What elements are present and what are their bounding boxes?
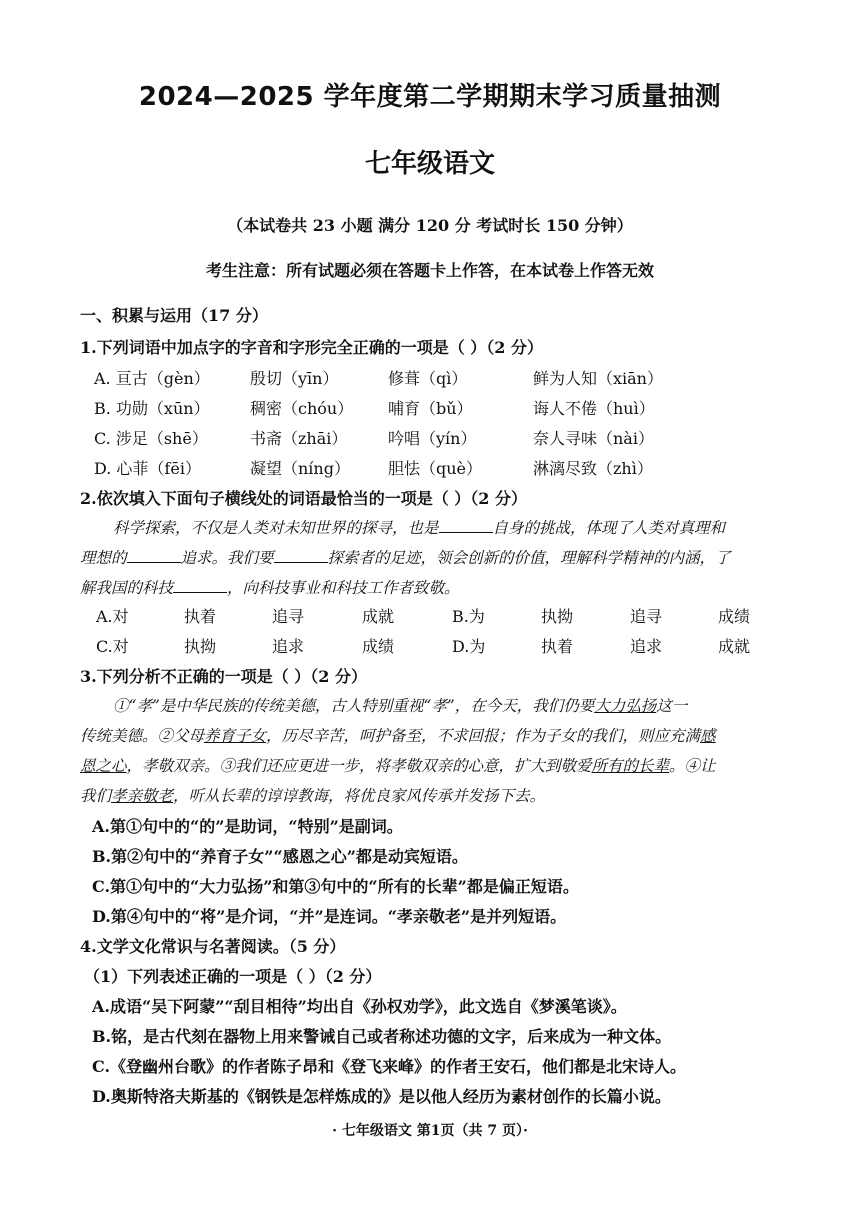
q3-underlined-phrase: 恩之心 bbox=[80, 757, 127, 775]
q1-option-c-2: 书斋（zhāi） bbox=[250, 429, 348, 448]
question-3-stem: 3.下列分析不正确的一项是（ ）（2 分） bbox=[80, 667, 367, 686]
q3-passage-text: 传统美德。②父母 bbox=[80, 727, 205, 745]
q3-passage-line-1 bbox=[113, 694, 687, 716]
q1-option-d-3: 胆怯（què） bbox=[388, 459, 483, 478]
q2-option-b-word-2: 追寻 bbox=[630, 607, 663, 626]
q3-underlined-phrase: 养育子女 bbox=[204, 727, 267, 745]
q2-option-b: B.为 bbox=[452, 607, 485, 626]
q3-passage-text: 。④让 bbox=[669, 757, 716, 775]
answer-blank bbox=[439, 520, 493, 533]
q2-option-a-word-2: 追寻 bbox=[272, 607, 305, 626]
q3-passage-line-4 bbox=[80, 784, 545, 806]
q2-option-a-word-3: 成就 bbox=[362, 607, 395, 626]
question-1-stem: 1.下列词语中加点字的字音和字形完全正确的一项是（ ）（2 分） bbox=[80, 338, 543, 357]
q3-option-b: B.第②句中的“养育子女”“感恩之心”都是动宾短语。 bbox=[92, 847, 468, 866]
q1-option-a-2: 殷切（yīn） bbox=[250, 369, 339, 388]
q3-underlined-phrase: 感 bbox=[700, 727, 716, 745]
page-footer: · 七年级语文 第1页（共 7 页）· bbox=[332, 1123, 528, 1139]
q2-option-c-word-2: 追求 bbox=[272, 637, 305, 656]
q2-option-d-word-3: 成就 bbox=[718, 637, 751, 656]
q1-option-c-1: C. 涉足（shē） bbox=[94, 429, 208, 448]
section-heading: 一、积累与运用（17 分） bbox=[80, 306, 268, 325]
q2-passage-text: 理想的 bbox=[80, 549, 127, 567]
q2-passage-text: ，向科技事业和科技工作者致敬。 bbox=[227, 579, 460, 597]
q2-option-a: A.对 bbox=[96, 607, 129, 626]
q1-option-b-1: B. 功勋（xūn） bbox=[94, 399, 210, 418]
q1-option-d-1: D. 心菲（fēi） bbox=[94, 459, 201, 478]
q2-option-c: C.对 bbox=[96, 637, 129, 656]
q2-passage-text: 追求。我们要 bbox=[180, 549, 274, 567]
q2-passage-line-3 bbox=[80, 576, 460, 598]
q2-passage-line-2 bbox=[80, 546, 731, 568]
exam-notice: 考生注意：所有试题必须在答题卡上作答，在本试卷上作答无效 bbox=[205, 261, 654, 280]
q3-passage-text: ，孝敬双亲。③我们还应更进一步，将孝敬双亲的心意，扩大到敬爱 bbox=[126, 757, 592, 775]
q1-option-a-4: 鲜为人知（xiān） bbox=[533, 369, 663, 388]
q3-passage-text: ，听从长辈的谆谆教诲，将优良家风传承并发扬下去。 bbox=[173, 787, 546, 805]
q2-option-d: D.为 bbox=[452, 637, 486, 656]
q3-passage-text: 这一 bbox=[656, 697, 688, 715]
q2-passage-text: 解我国的科技 bbox=[80, 579, 174, 597]
q1-option-b-4: 诲人不倦（huì） bbox=[533, 399, 655, 418]
q2-option-d-word-1: 执着 bbox=[541, 637, 574, 656]
q2-passage-text: 自身的挑战，体现了人类对真理和 bbox=[492, 519, 726, 537]
q2-option-b-word-3: 成绩 bbox=[718, 607, 751, 626]
question-2-stem: 2.依次填入下面句子横线处的词语最恰当的一项是（ ）（2 分） bbox=[80, 489, 527, 508]
exam-info: （本试卷共 23 小题 满分 120 分 考试时长 150 分钟） bbox=[227, 216, 633, 235]
q2-passage-line-1 bbox=[113, 516, 725, 538]
q4-option-d: D.奥斯特洛夫斯基的《钢铁是怎样炼成的》是以他人经历为素材创作的长篇小说。 bbox=[92, 1087, 671, 1106]
answer-blank bbox=[127, 550, 181, 563]
q1-option-a-3: 修葺（qì） bbox=[388, 369, 468, 388]
q1-option-c-3: 吟唱（yín） bbox=[388, 429, 477, 448]
q3-option-a: A.第①句中的“的”是助词，“特别”是副词。 bbox=[92, 817, 403, 836]
q3-option-c: C.第①句中的“大力弘扬”和第③句中的“所有的长辈”都是偏正短语。 bbox=[92, 877, 579, 896]
q3-passage-line-3 bbox=[80, 754, 716, 776]
answer-blank bbox=[274, 550, 328, 563]
exam-title: 2024—2025 学年度第二学期期末学习质量抽测 bbox=[138, 82, 722, 112]
q1-option-a-1: A. 亘古（gèn） bbox=[94, 369, 210, 388]
q3-underlined-phrase: 所有的长辈 bbox=[591, 757, 670, 775]
q2-option-a-word-1: 执着 bbox=[184, 607, 217, 626]
q1-option-c-4: 奈人寻味（nài） bbox=[533, 429, 654, 448]
q4-option-c: C.《登幽州台歌》的作者陈子昂和《登飞来峰》的作者王安石，他们都是北宋诗人。 bbox=[92, 1057, 687, 1076]
q4-option-a: A.成语“吴下阿蒙”“刮目相待”均出自《孙权劝学》，此文选自《梦溪笔谈》。 bbox=[92, 997, 627, 1016]
q2-option-c-word-1: 执拗 bbox=[184, 637, 217, 656]
q1-option-d-2: 凝望（níng） bbox=[250, 459, 350, 478]
q1-option-d-4: 淋漓尽致（zhì） bbox=[533, 459, 653, 478]
q3-passage-text: 我们 bbox=[80, 787, 112, 805]
q2-option-b-word-1: 执拗 bbox=[541, 607, 574, 626]
q4-option-b: B.铭，是古代刻在器物上用来警诫自己或者称述功德的文字，后来成为一种文体。 bbox=[92, 1027, 672, 1046]
subject-title: 七年级语文 bbox=[364, 149, 495, 179]
q1-option-b-2: 稠密（chóu） bbox=[250, 399, 354, 418]
question-4-sub-1: （1）下列表述正确的一项是（ ）（2 分） bbox=[84, 967, 382, 986]
q2-option-c-word-3: 成绩 bbox=[362, 637, 395, 656]
answer-blank bbox=[173, 580, 227, 593]
question-4-stem: 4.文学文化常识与名著阅读。（5 分） bbox=[80, 937, 346, 956]
q3-underlined-phrase: 大力弘扬 bbox=[594, 697, 657, 715]
q3-option-d: D.第④句中的“将”是介词，“并”是连词。“孝亲敬老”是并列短语。 bbox=[92, 907, 567, 926]
q3-underlined-phrase: 孝亲敬老 bbox=[111, 787, 174, 805]
q2-passage-text: 探索者的足迹，领会创新的价值，理解科学精神的内涵，了 bbox=[327, 549, 731, 567]
q2-option-d-word-2: 追求 bbox=[630, 637, 663, 656]
q3-passage-line-2 bbox=[80, 724, 716, 746]
q1-option-b-3: 哺育（bǔ） bbox=[388, 399, 473, 418]
q3-passage-text: ①“孝”是中华民族的传统美德，古人特别重视“孝”，在今天，我们仍要 bbox=[113, 697, 595, 715]
q2-passage-text: 科学探索，不仅是人类对未知世界的探寻，也是 bbox=[113, 519, 439, 537]
q3-passage-text: ，历尽辛苦，呵护备至，不求回报；作为子女的我们，则应充满 bbox=[266, 727, 701, 745]
